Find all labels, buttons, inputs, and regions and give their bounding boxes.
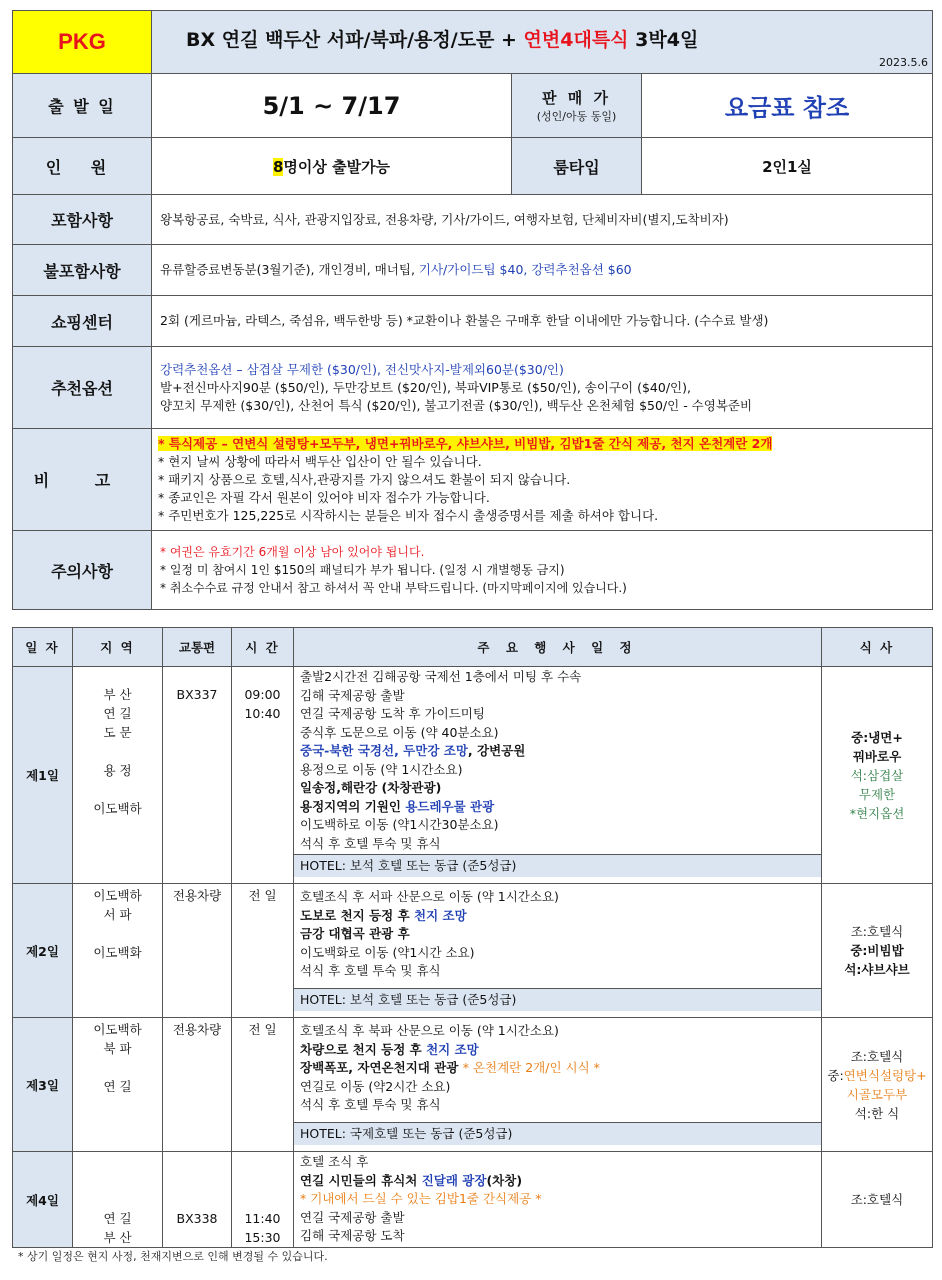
option-line: 강력추천옵션 – 삼겹살 무제한 ($30/인), 전신맛사지-발제외60분($30/인) [160,361,564,377]
day-label: 제3일 [13,1018,73,1152]
day-label: 제4일 [13,1152,73,1248]
col-header-region: 지 역 [73,628,163,667]
people-num: 8 [272,157,284,176]
price-sub: (성인/아동 동일) [536,110,617,123]
itinerary-cell: 호텔조식 후 서파 산문으로 이동 (약 1시간소요) 도보로 천지 등정 후 천지 조망 금강 대협곡 관광 후 이도백화로 이동 (약1시간 소요) 석식 후 호텔 투숙 및 휴식 HOTEL: 보석 호텔 또는 동급 (준5성급) [294,884,822,1018]
time-cell: 전 일 [232,1018,294,1152]
meal-cell: 조:호텔식 중:비빔밥 석:샤브샤브 [822,884,933,1018]
transport-cell: 전용차량 [163,1018,232,1152]
price-value: 요금표 참조 [642,74,933,138]
region-cell: 이도백하 서 파 이도백화 [73,884,163,1018]
meal-cell: 조:호텔식 [822,1152,933,1248]
caution-line: * 여권은 유효기간 6개월 이상 남아 있어야 됩니다. [160,545,425,559]
footnote: * 상기 일정은 현지 사정, 천재지변으로 인해 변경될 수 있습니다. [18,1250,328,1263]
room-label: 룸타입 [512,138,642,195]
region-cell: 이도백하 북 파 연 길 [73,1018,163,1152]
price-label-cell [512,74,642,138]
itinerary-cell: 호텔조식 후 북파 산문으로 이동 (약 1시간소요) 차량으로 천지 등정 후 천지 조망 장백폭포, 자연온천지대 관광 * 온천계란 2개/인 시식 * 연길로 이동 (약2시간 소요) 석식 후 호텔 투숙 및 휴식 HOTEL: 국제호텔 또는 동급 (준5성급) [294,1018,822,1152]
caution-value-cell [152,531,933,610]
col-header-itinerary: 주 요 행 사 일 정 [294,628,822,667]
remarks-line: * 패키지 상품으로 호텔,식사,관광지를 가지 않으셔도 환불이 되지 않습니다. [158,471,571,487]
pkg-label: PKG [58,29,106,54]
people-label: 인 원 [13,138,152,195]
price-label: 판 매 가 [542,89,611,107]
option-value-cell [152,347,933,429]
region-cell: 연 길 부 산 [73,1152,163,1248]
meal-cell: 조:호텔식 중:연변식설렁탕+ 시골모두부 석:한 식 [822,1018,933,1152]
transport-cell: BX338 [163,1152,232,1248]
exclude-label: 불포함사항 [13,245,152,296]
title-cell [152,11,933,74]
region-cell: 부 산 연 길 도 문 용 정 이도백하 [73,667,163,884]
transport-cell: 전용차량 [163,884,232,1018]
day-row [13,1152,933,1248]
shopping-value: 2회 (게르마늄, 라텍스, 죽섬유, 백두한방 등) *교환이나 환불은 구매후 한달 이내에만 가능합니다. (수수료 발생) [152,296,933,347]
schedule-table [12,627,933,1248]
col-header-transport: 교통편 [163,628,232,667]
page-title: BX 연길 백두산 서파/북파/용정/도문 + 연변4대특식 3박4일 [186,29,699,51]
hotel-info: HOTEL: 보석 호텔 또는 동급 (준5성급) [294,854,821,877]
day-row [13,884,933,1018]
remarks-label: 비 고 [13,429,152,531]
day-label: 제1일 [13,667,73,884]
doc-date: 2023.5.6 [879,56,928,69]
day-row [13,1018,933,1152]
day-label: 제2일 [13,884,73,1018]
itinerary-cell: 호텔 조식 후 연길 시민들의 휴식처 진달래 광장(차창) * 기내에서 드실 수 있는 김밥1줄 간식제공 * 연길 국제공항 출발 김해 국제공항 도착 [294,1152,822,1248]
time-cell: 11:40 15:30 [232,1152,294,1248]
meal-cell: 중:냉면+ 꿔바로우 석:삼겹살 무제한 *현지옵션 [822,667,933,884]
people-value-cell [152,138,512,195]
departure-label: 출 발 일 [13,74,152,138]
hotel-info: HOTEL: 국제호텔 또는 동급 (준5성급) [294,1122,821,1145]
col-header-meal: 식 사 [822,628,933,667]
option-line: 발+전신마사지90분 ($50/인), 두만강보트 ($20/인), 북파VIP통로 ($50/인), 송이구이 ($40/인), [160,379,691,395]
option-label: 추천옵션 [13,347,152,429]
room-value: 2인1실 [642,138,933,195]
remarks-line: * 현지 날씨 상황에 따라서 백두산 입산이 안 될수 있습니다. [158,453,482,469]
shopping-label: 쇼핑센터 [13,296,152,347]
people-value: 명이상 출발가능 [283,157,391,176]
exclude-value-cell [152,245,933,296]
include-value: 왕복항공료, 숙박료, 식사, 관광지입장료, 전용차량, 기사/가이드, 여행자보험, 단체비자비(별지,도착비자) [152,195,933,245]
exclude-tips: 기사/가이드팁 $40, 강력추천옵션 $60 [418,262,632,277]
info-table [12,10,933,610]
remarks-highlight: * 특식제공 – 연변식 설렁탕+모두부, 냉면+꿔바로우, 샤브샤브, 비빔밥, 김밥1줄 간식 제공, 천지 온천계란 2개 [158,435,773,451]
itinerary-cell: 출발2시간전 김해공항 국제선 1층에서 미팅 후 수속 김해 국제공항 출발 연길 국제공항 도착 후 가이드미팅 중식후 도문으로 이동 (약 40분소요) 중국-북한 국경선, 두만강 조망, 강변공원 용정으로 이동 (약 1시간소요) 일송정,해란강 (차창관광) 용정지역의 기원인 용드레우물 관광 이도백하로 이동 (약1시간30분소요) 석식 후 호텔 투숙 및 휴식 HOTEL: 보석 호텔 또는 동급 (준5성급) [294,667,822,884]
option-line: 양꼬치 무제한 ($30/인), 산천어 특식 ($20/인), 불고기전골 ($30/인), 백두산 온천체험 $50/인 - 수영복준비 [160,397,753,413]
pkg-badge [13,11,152,74]
time-cell: 09:00 10:40 [232,667,294,884]
exclude-value: 유류할증료변동분(3월기준), 개인경비, 매너팁, [160,262,419,277]
caution-label: 주의사항 [13,531,152,610]
departure-value: 5/1 ~ 7/17 [152,74,512,138]
caution-line: * 취소수수료 규정 안내서 참고 하셔서 꼭 안내 부탁드립니다. (마지막페이지에 있습니다.) [160,581,627,595]
col-header-time: 시 간 [232,628,294,667]
remarks-line: * 종교인은 자필 각서 원본이 있어야 비자 접수가 가능합니다. [158,489,490,505]
caution-line: * 일정 미 참여시 1인 $150의 패널티가 부가 됩니다. (일정 시 개별행동 금지) [160,563,565,577]
include-label: 포함사항 [13,195,152,245]
remarks-value-cell [152,429,933,531]
day-row [13,667,933,884]
remarks-line: * 주민번호가 125,225로 시작하시는 분들은 비자 접수시 출생증명서를 제출 하셔야 합니다. [158,507,659,523]
transport-cell: BX337 [163,667,232,884]
hotel-info: HOTEL: 보석 호텔 또는 동급 (준5성급) [294,988,821,1011]
time-cell: 전 일 [232,884,294,1018]
col-header-day: 일 자 [13,628,73,667]
